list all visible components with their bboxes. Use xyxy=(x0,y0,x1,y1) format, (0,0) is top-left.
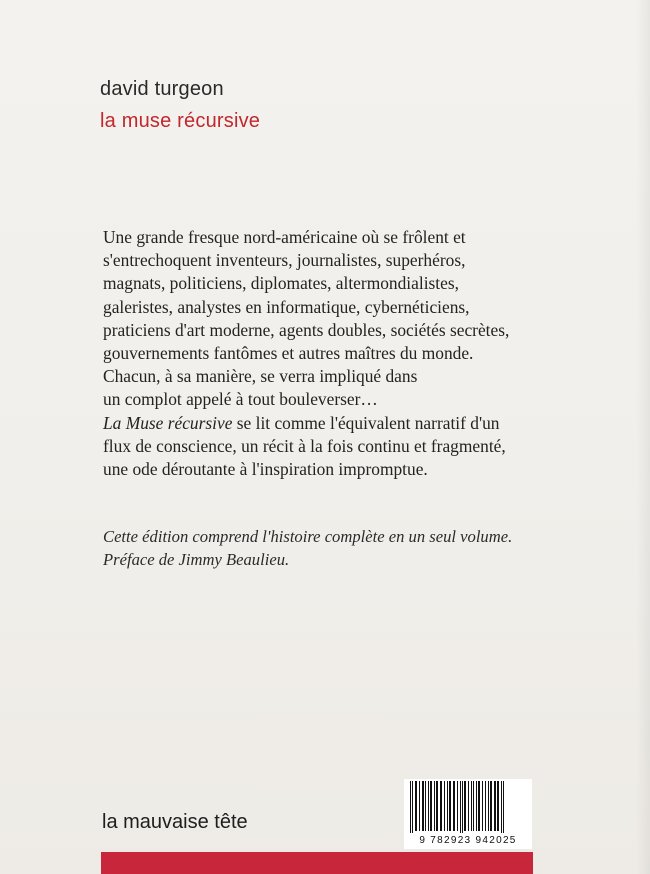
blurb-line: praticiens d'art moderne, agents doubles, sociétés secrètes, xyxy=(103,319,510,340)
blurb-line: magnats, politiciens, diplomates, altermondialistes, xyxy=(103,273,459,294)
barcode-bar xyxy=(476,781,477,831)
page-edge-shadow xyxy=(636,0,650,874)
barcode-bar xyxy=(488,781,489,831)
barcode-bar xyxy=(471,781,472,831)
blurb-line: s'entrechoquent inventeurs, journalistes, superhéros, xyxy=(103,250,466,271)
barcode-bar xyxy=(428,781,429,831)
barcode-bar xyxy=(473,781,474,831)
barcode-bar xyxy=(490,781,492,831)
description-line: flux de conscience, un récit à la fois continu et fragmenté, xyxy=(103,436,506,457)
barcode-bar xyxy=(440,781,442,831)
barcode-bar xyxy=(422,781,424,831)
barcode-bar xyxy=(482,781,483,831)
barcode-bar xyxy=(501,781,502,833)
blurb-paragraph xyxy=(103,226,573,412)
blurb-line: gouvernements fantômes et autres maîtres du monde. xyxy=(103,343,474,364)
barcode-bar xyxy=(464,781,466,831)
blurb-line: galeristes, analystes en informatique, cybernéticiens, xyxy=(103,296,470,317)
barcode-bar xyxy=(444,781,445,831)
preface-credit: Préface de Jimmy Beaulieu. xyxy=(103,549,290,569)
book-title-italic: La Muse récursive xyxy=(103,413,233,433)
barcode-bar xyxy=(436,781,438,831)
blurb-line: Chacun, à sa manière, se verra impliqué dans xyxy=(103,366,418,387)
barcode-bar xyxy=(453,781,455,831)
barcode-bar xyxy=(434,781,435,831)
barcode-bar xyxy=(460,781,461,833)
barcode-bar xyxy=(410,781,411,833)
barcode-bar xyxy=(447,781,448,831)
red-bottom-band xyxy=(101,852,533,874)
barcode-bar xyxy=(449,781,451,831)
barcode-bar xyxy=(497,781,499,831)
description-paragraph xyxy=(103,412,573,482)
barcode-bar xyxy=(478,781,480,831)
barcode-bar xyxy=(430,781,432,831)
blurb-line: un complot appelé à tout bouleverser… xyxy=(103,389,378,410)
edition-note-line: Cette édition comprend l'histoire complète en un seul volume. xyxy=(103,527,513,546)
description-line xyxy=(103,412,573,435)
barcode-bar xyxy=(419,781,420,831)
barcode-bar xyxy=(494,781,496,831)
publisher-name: la mauvaise tête xyxy=(102,811,248,833)
barcode-bar xyxy=(457,781,458,831)
barcode-bar xyxy=(462,781,463,833)
barcode-bar xyxy=(503,781,504,833)
edition-note xyxy=(103,526,573,571)
book-title: la muse récursive xyxy=(100,110,261,132)
barcode-bar xyxy=(425,781,426,831)
barcode-bars xyxy=(404,779,532,835)
barcode-bar xyxy=(412,781,413,833)
author-name: david turgeon xyxy=(100,78,224,100)
barcode-bar xyxy=(415,781,417,831)
barcode-bar xyxy=(485,781,486,831)
description-line-rest: se lit comme l'équivalent narratif d'un xyxy=(232,413,500,433)
description-line: une ode déroutante à l'inspiration impromptue. xyxy=(103,459,428,480)
barcode-bar xyxy=(468,781,469,831)
blurb-line: Une grande fresque nord-américaine où se frôlent et xyxy=(103,227,466,247)
isbn-digits: 9 782923 942025 xyxy=(419,835,517,846)
